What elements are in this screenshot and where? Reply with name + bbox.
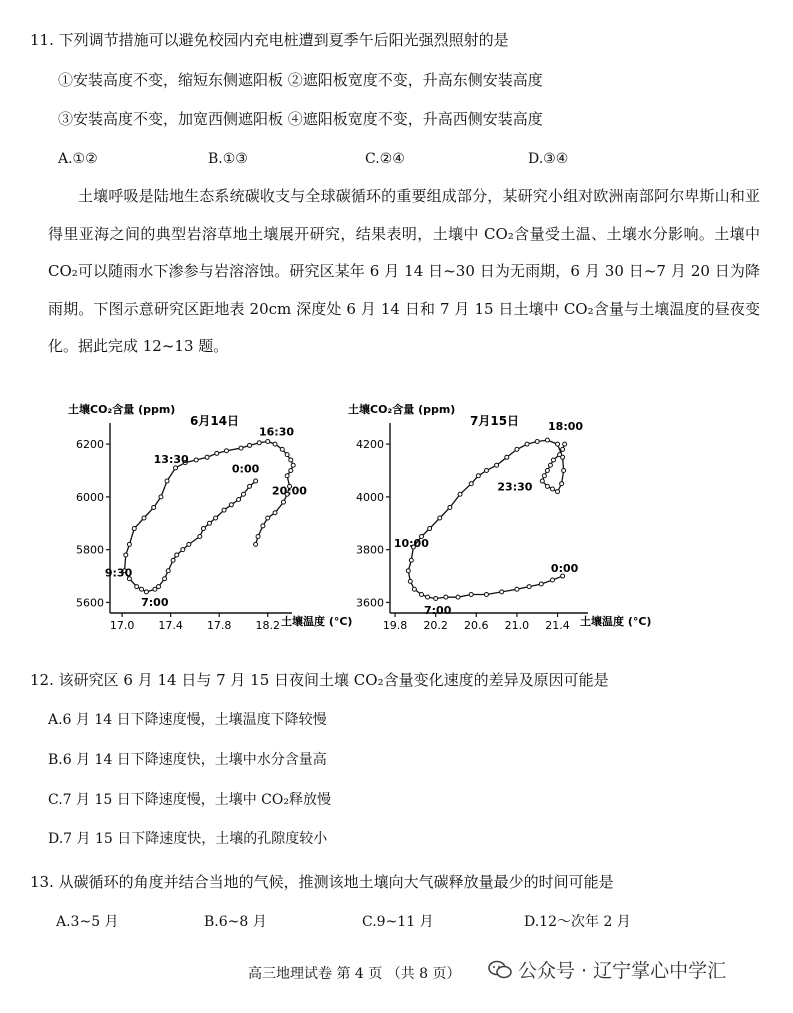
q11-choices-line1: ①安装高度不变，缩短东侧遮阳板 ②遮阳板宽度不变，升高东侧安装高度 (58, 71, 543, 89)
c1-data-point-1 (256, 534, 260, 538)
c2-data-point-31 (406, 569, 410, 573)
c1-data-point-45 (198, 534, 202, 538)
c1-time-label-0: 16:30 (259, 425, 295, 439)
c1-time-label-3: 20:00 (271, 484, 307, 498)
q12-option-d: D.7 月 15 日下降速度快，土壤的孔隙度较小 (48, 831, 328, 847)
c2-data-point-20 (495, 463, 499, 467)
c2-data-point-33 (412, 587, 416, 591)
c2-data-point-12 (562, 469, 566, 473)
c1-data-point-17 (248, 443, 252, 447)
c1-data-point-43 (181, 548, 185, 552)
q11-option-b: B.①③ (208, 151, 248, 167)
q13-option-d: D.12～次年 2 月 (524, 914, 631, 930)
c1-ytick-label-3: 6200 (76, 438, 104, 452)
c1-data-point-9 (289, 469, 293, 473)
c1-data-point-48 (214, 516, 218, 520)
c2-xtick-label-0: 19.8 (382, 619, 408, 632)
c1-data-point-50 (229, 503, 233, 507)
c2-data-point-42 (515, 587, 519, 591)
c2-data-point-39 (469, 593, 473, 597)
c2-data-point-34 (419, 593, 423, 597)
c1-data-point-18 (239, 446, 243, 450)
c1-data-point-22 (194, 458, 198, 462)
c1-data-point-46 (201, 527, 205, 531)
c2-data-point-11 (560, 482, 564, 486)
chart2-xlabel: 土壤温度 (°C) (580, 615, 652, 628)
c2-data-point-36 (434, 596, 438, 600)
c2-time-label-2: 10:00 (393, 536, 429, 550)
c1-data-point-15 (266, 439, 270, 443)
c2-data-point-21 (484, 469, 488, 473)
c1-data-point-21 (205, 455, 209, 459)
c2-data-point-17 (525, 442, 529, 446)
c1-data-point-51 (237, 498, 241, 502)
c1-data-point-8 (285, 474, 289, 478)
c1-time-label-4: 9:30 (104, 566, 133, 580)
chart1-xlabel: 土壤温度 (°C) (281, 615, 353, 628)
c1-xtick-label-3: 18.2 (255, 619, 280, 632)
c2-ytick-label-2: 4000 (356, 490, 384, 504)
c1-data-point-30 (127, 542, 131, 546)
c2-data-point-6 (542, 474, 546, 478)
q12-option-c: C.7 月 15 日下降速度慢，土壤中 CO₂释放慢 (48, 792, 331, 808)
c2-data-point-25 (448, 505, 452, 509)
c2-data-point-41 (500, 590, 504, 594)
chart2-ylabel: 土壤CO₂含量 (ppm) (348, 403, 456, 416)
q13-option-c: C.9~11 月 (362, 914, 434, 930)
c1-data-point-19 (224, 449, 228, 453)
c2-data-point-14 (556, 442, 560, 446)
c1-xtick-label-0: 17.0 (109, 619, 135, 632)
c2-xtick-label-2: 20.6 (464, 619, 489, 632)
q12-stem: 12. 该研究区 6 月 14 日与 7 月 15 日夜间土壤 CO₂含量变化速度的差异及原因可能是 (30, 671, 609, 689)
c2-data-point-0 (563, 442, 567, 446)
c2-data-point-15 (545, 438, 549, 442)
c1-data-point-16 (257, 441, 261, 445)
c2-data-point-24 (458, 492, 462, 496)
c2-data-point-5 (545, 469, 549, 473)
c1-data-point-40 (166, 569, 170, 573)
c2-ytick-label-1: 3800 (356, 543, 384, 557)
c2-data-point-35 (426, 595, 430, 599)
c2-data-point-8 (545, 484, 549, 488)
chart1-ylabel: 土壤CO₂含量 (ppm) (68, 403, 176, 416)
q11-option-c: C.②④ (365, 151, 405, 167)
c2-data-point-9 (550, 487, 554, 491)
c2-data-point-45 (550, 578, 554, 582)
c2-ytick-label-3: 4200 (356, 438, 384, 452)
c1-ytick-label-2: 6000 (76, 490, 104, 504)
c2-data-point-30 (409, 558, 413, 562)
c1-data-point-35 (140, 587, 144, 591)
c1-data-point-26 (159, 495, 163, 499)
c2-data-point-26 (438, 516, 442, 520)
page-number: 高三地理试卷 第 4 页 （共 8 页） (248, 966, 461, 982)
c2-data-point-43 (527, 585, 531, 589)
c1-data-point-24 (174, 466, 178, 470)
c1-data-point-4 (273, 511, 277, 515)
watermark-text: 公众号 · 辽宁掌心中学汇 (518, 960, 727, 982)
c1-data-point-38 (157, 585, 161, 589)
c1-xtick-label-2: 17.8 (206, 619, 232, 632)
c2-data-point-27 (428, 527, 432, 531)
watermark (488, 960, 726, 981)
chart1-title: 6月14日 (190, 414, 240, 428)
q11-option-a: A.①② (58, 151, 98, 167)
c1-data-point-3 (266, 516, 270, 520)
c2-xtick-label-1: 20.2 (423, 619, 448, 632)
c1-data-point-39 (163, 577, 167, 581)
wechat-icon (488, 960, 512, 980)
c1-data-point-28 (142, 516, 146, 520)
c1-data-point-5 (282, 500, 286, 504)
c1-data-point-13 (280, 447, 284, 451)
q13-option-b: B.6~8 月 (204, 914, 267, 930)
c2-xtick-label-3: 21.0 (504, 619, 530, 632)
c2-data-point-38 (456, 595, 460, 599)
c1-data-point-34 (135, 585, 139, 589)
c2-data-point-44 (539, 582, 543, 586)
chart2-title: 7月15日 (470, 414, 520, 428)
c2-data-point-1 (561, 447, 565, 451)
q12-option-b: B.6 月 14 日下降速度快，土壤中水分含量高 (48, 752, 327, 768)
c1-time-label-2: 0:00 (231, 462, 260, 476)
c1-time-label-5: 7:00 (141, 595, 169, 609)
c1-data-point-29 (132, 527, 136, 531)
c1-data-point-10 (291, 463, 295, 467)
c2-time-label-1: 23:30 (497, 480, 533, 494)
chart-july-15 (340, 395, 652, 640)
c2-data-point-3 (551, 458, 555, 462)
c2-time-label-3: 0:00 (550, 562, 579, 576)
c2-data-point-40 (484, 593, 488, 597)
c1-data-point-31 (124, 553, 128, 557)
c2-ytick-label-0: 3600 (356, 596, 384, 610)
c1-ytick-label-1: 5800 (76, 543, 104, 557)
c1-data-point-14 (273, 442, 277, 446)
c1-data-point-20 (215, 451, 219, 455)
c2-data-point-16 (535, 439, 539, 443)
chart2-series-line (408, 440, 564, 598)
q11-stem: 11. 下列调节措施可以避免校园内充电桩遭到夏季午后阳光强烈照射的是 (30, 31, 509, 49)
c1-time-label-1: 13:30 (153, 453, 189, 467)
q12-option-a: A.6 月 14 日下降速度慢，土壤温度下降较慢 (48, 712, 327, 728)
c1-data-point-11 (289, 458, 293, 462)
c2-time-label-0: 18:00 (548, 420, 584, 434)
c2-data-point-18 (515, 447, 519, 451)
c1-data-point-52 (241, 492, 245, 496)
c1-data-point-42 (175, 553, 179, 557)
c1-data-point-27 (152, 505, 156, 509)
q11-option-d: D.③④ (528, 151, 569, 167)
q13-stem: 13. 从碳循环的角度并结合当地的气候，推测该地土壤向大气碳释放量最少的时间可能是 (30, 873, 614, 891)
c1-data-point-49 (222, 508, 226, 512)
c2-data-point-7 (540, 479, 544, 483)
c2-data-point-32 (408, 579, 412, 583)
chart-june-14 (60, 395, 353, 640)
c2-data-point-37 (444, 595, 448, 599)
c1-data-point-44 (187, 542, 191, 546)
c1-data-point-0 (254, 542, 258, 546)
c2-data-point-4 (548, 463, 552, 467)
material-paragraph: 土壤呼吸是陆地生态系统碳收支与全球碳循环的重要组成部分，某研究小组对欧洲南部阿尔卑斯山和亚得里亚海之间的典型岩溶草地土壤展开研究，结果表明，土壤中 CO₂含量受土温、土壤水分影响。土壤中 CO₂可以随雨水下渗参与岩溶溶蚀。研究区某年 6 月 14 日~30 日为无雨期，6 月 30 日~7 月 20 日为降雨期。下图示意研究区距地表 20cm 深度处 6 月 14 日和 7 月 15 日土壤中 CO₂含量与土壤温度的昼夜变化。据此完成 12~13 题。 (48, 187, 760, 355)
c1-data-point-47 (207, 521, 211, 525)
c2-data-point-13 (561, 455, 565, 459)
c2-data-point-23 (469, 482, 473, 486)
c1-data-point-2 (261, 524, 265, 528)
c2-time-label-4: 7:00 (424, 603, 452, 617)
c1-data-point-37 (153, 587, 157, 591)
c1-data-point-25 (165, 479, 169, 483)
c1-data-point-53 (248, 484, 252, 488)
c2-xtick-label-4: 21.4 (545, 619, 570, 632)
c1-data-point-36 (144, 590, 148, 594)
c2-data-point-19 (505, 455, 509, 459)
c1-data-point-12 (285, 453, 289, 457)
c2-data-point-22 (476, 474, 480, 478)
c1-data-point-41 (171, 558, 175, 562)
c1-data-point-54 (254, 479, 258, 483)
q13-option-a: A.3~5 月 (56, 914, 119, 930)
q11-choices-line2: ③安装高度不变，加宽西侧遮阳板 ④遮阳板宽度不变，升高西侧安装高度 (58, 110, 543, 128)
c1-xtick-label-1: 17.4 (158, 619, 183, 632)
c2-data-point-10 (556, 490, 560, 494)
c1-ytick-label-0: 5600 (76, 596, 104, 610)
